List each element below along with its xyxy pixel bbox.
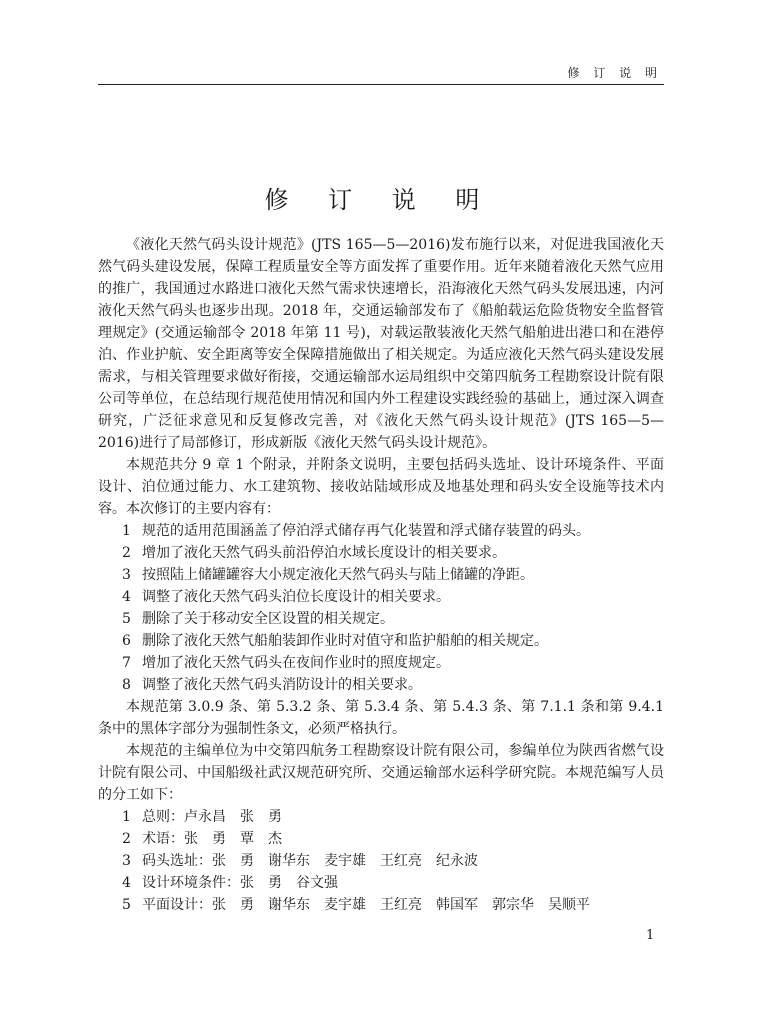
list-item-text: 设计环境条件：张 勇 谷文强 bbox=[142, 875, 338, 891]
list-item-text: 删除了液化天然气船舶装卸作业时对值守和监护船舶的相关规定。 bbox=[142, 633, 548, 649]
list-item-number: 7 bbox=[122, 655, 131, 671]
paragraph-scope: 本规范共分 9 章 1 个附录，并附条文说明，主要包括码头选址、设计环境条件、平面设计、泊位通过能力、水工建筑物、接收站陆域形成及地基处理和码头安全设施等技术内容。本次修订的主要内容有： bbox=[98, 457, 664, 517]
list-item bbox=[98, 894, 664, 916]
page-number: 1 bbox=[646, 928, 655, 943]
list-item bbox=[98, 652, 664, 674]
list-item bbox=[98, 608, 664, 630]
list-item-text: 术语：张 勇 覃 杰 bbox=[142, 831, 282, 847]
list-item-text: 按照陆上储罐罐容大小规定液化天然气码头与陆上储罐的净距。 bbox=[142, 567, 534, 583]
list-item bbox=[98, 520, 664, 542]
author-list bbox=[98, 806, 664, 916]
list-item-text: 总则：卢永昌 张 勇 bbox=[142, 809, 282, 825]
list-item-number: 2 bbox=[122, 545, 131, 561]
list-item bbox=[98, 564, 664, 586]
list-item bbox=[98, 542, 664, 564]
list-item-number: 4 bbox=[122, 875, 131, 891]
list-item bbox=[98, 586, 664, 608]
list-item-text: 码头选址：张 勇 谢华东 麦宇雄 王红亮 纪永波 bbox=[142, 853, 478, 869]
list-item-number: 1 bbox=[122, 809, 131, 825]
list-item-text: 平面设计：张 勇 谢华东 麦宇雄 王红亮 韩国军 郭宗华 吴顺平 bbox=[142, 897, 590, 913]
list-item-number: 6 bbox=[122, 633, 131, 649]
running-header-title: 修 订 说 明 bbox=[567, 66, 662, 80]
page-title: 修 订 说 明 bbox=[264, 186, 496, 214]
paragraph-editors: 本规范的主编单位为中交第四航务工程勘察设计院有限公司，参编单位为陕西省燃气设计院有限公司、中国船级社武汉规范研究所、交通运输部水运科学研究院。本规范编写人员的分工如下： bbox=[98, 743, 664, 803]
list-item-number: 4 bbox=[122, 589, 131, 605]
list-item-text: 规范的适用范围涵盖了停泊浮式储存再气化装置和浮式储存装置的码头。 bbox=[142, 523, 590, 539]
list-item bbox=[98, 872, 664, 894]
list-item-number: 1 bbox=[122, 523, 131, 539]
list-item-number: 5 bbox=[122, 897, 131, 913]
list-item bbox=[98, 674, 664, 696]
list-item-number: 2 bbox=[122, 831, 131, 847]
list-item bbox=[98, 850, 664, 872]
list-item-number: 5 bbox=[122, 611, 131, 627]
paragraph-intro: 《液化天然气码头设计规范》(JTS 165—5—2016)发布施行以来，对促进我国液化天然气码头建设发展，保障工程质量安全等方面发挥了重要作用。近年来随着液化天然气应用的推广，我国通过水路进口液化天然气需求快速增长，沿海液化天然气码头发展迅速，内河液化天然气码头也逐步出现。2018 年，交通运输部发布了《船舶载运危险货物安全监督管理规定》(交通运输部令 2018 年第 11 号)，对载运散装液化天然气船舶进出港口和在港停泊、作业护航、安全距离等安全保障措施做出了相关规定。为适应液化天然气码头建设发展需求，与相关管理要求做好衔接，交通运输部水运局组织中交第四航务工程勘察设计院有限公司等单位，在总结现行规范使用情况和国内外工程建设实践经验的基础上，通过深入调查研究，广泛征求意见和反复修改完善，对《液化天然气码头设计规范》(JTS 165—5—2016)进行了局部修订，形成新版《液化天然气码头设计规范》。 bbox=[98, 237, 664, 451]
running-header bbox=[98, 62, 664, 85]
list-item-number: 3 bbox=[122, 567, 131, 583]
revision-list bbox=[98, 520, 664, 696]
list-item-text: 调整了液化天然气码头泊位长度设计的相关要求。 bbox=[142, 589, 450, 605]
list-item-text: 调整了液化天然气码头消防设计的相关要求。 bbox=[142, 677, 422, 693]
list-item bbox=[98, 806, 664, 828]
list-item-number: 8 bbox=[122, 677, 131, 693]
paragraph-mandatory: 本规范第 3.0.9 条、第 5.3.2 条、第 5.3.4 条、第 5.4.3 条、第 7.1.1 条和第 9.4.1 条中的黑体字部分为强制性条文，必须严格执行。 bbox=[98, 699, 664, 737]
list-item-number: 3 bbox=[122, 853, 131, 869]
list-item-text: 增加了液化天然气码头前沿停泊水域长度设计的相关要求。 bbox=[142, 545, 506, 561]
list-item-text: 删除了关于移动安全区设置的相关规定。 bbox=[142, 611, 394, 627]
body-text bbox=[98, 234, 664, 916]
list-item bbox=[98, 828, 664, 850]
list-item bbox=[98, 630, 664, 652]
list-item-text: 增加了液化天然气码头在夜间作业时的照度规定。 bbox=[142, 655, 450, 671]
